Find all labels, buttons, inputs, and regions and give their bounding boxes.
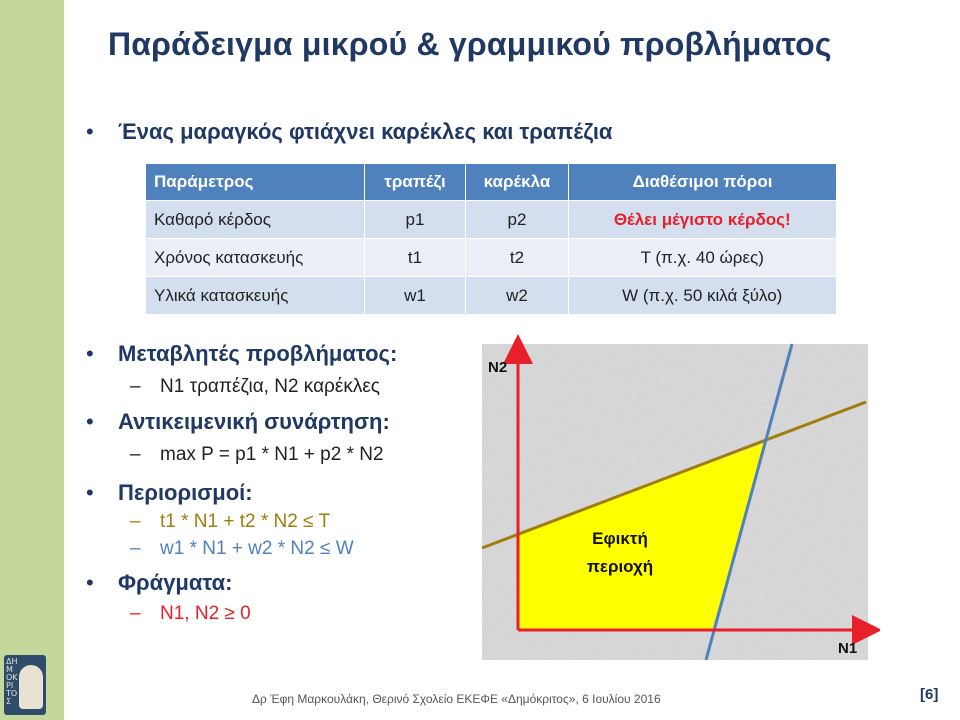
intro-text: Ένας μαραγκός φτιάχνει καρέκλες και τραπέζια: [118, 119, 613, 144]
table-cell: w2: [466, 277, 569, 315]
section-heading-variables: Μεταβλητές προβλήματος:: [118, 341, 398, 366]
table-cell: Χρόνος κατασκευής: [146, 239, 365, 277]
table-cell: Τ (π.χ. 40 ώρες): [569, 239, 837, 277]
table-row: [146, 277, 836, 315]
region-label-line1: Εφικτή: [592, 529, 648, 548]
slide-title: Παράδειγμα μικρού & γραμμικού προβλήματος: [108, 26, 832, 62]
page-number: [6]: [920, 686, 939, 703]
variables-item: Ν1 τραπέζια, Ν2 καρέκλες: [160, 376, 380, 397]
table-row: [146, 239, 836, 277]
bounds-item: Ν1, Ν2 ≥ 0: [160, 603, 251, 624]
bullet-icon: •: [86, 119, 94, 144]
constraint-time: t1 * N1 + t2 * N2 ≤ T: [160, 511, 331, 532]
table-header-cell: Παράμετρος: [146, 164, 365, 201]
table-header-row: [146, 164, 836, 201]
left-sidebar-band: [0, 0, 64, 720]
table-cell: t1: [365, 239, 466, 277]
table-cell: Υλικά κατασκευής: [146, 277, 365, 315]
dash-icon: –: [130, 444, 141, 465]
table-cell: t2: [466, 239, 569, 277]
dash-icon: –: [130, 603, 141, 624]
section-heading-constraints: Περιορισμοί:: [118, 480, 253, 505]
table-cell: w1: [365, 277, 466, 315]
logo-lettering: ΔΗΜΟΚΡΙΤΟΣ: [6, 657, 18, 706]
objective-item: max P = p1 * N1 + p2 * N2: [160, 444, 384, 465]
table-header-cell: Διαθέσιμοι πόροι: [569, 164, 837, 201]
region-label-line2: περιοχή: [586, 557, 654, 576]
bullet-icon: •: [86, 341, 94, 366]
bullet-icon: •: [86, 570, 94, 595]
x-axis-label: N1: [838, 640, 858, 657]
parameters-table: [146, 164, 837, 314]
dash-icon: –: [130, 511, 141, 532]
table-cell: p1: [365, 201, 466, 239]
bullet-icon: •: [86, 480, 94, 505]
feasible-region-plot: [480, 330, 880, 660]
slide-footer: Δρ Έφη Μαρκουλάκη, Θερινό Σχολείο ΕΚΕΦΕ «Δημόκριτος», 6 Ιουλίου 2016: [252, 692, 661, 706]
logo-bust-image: [19, 665, 43, 709]
section-heading-objective: Αντικειμενική συνάρτηση:: [118, 409, 390, 434]
constraint-wood: w1 * N1 + w2 * N2 ≤ W: [160, 538, 354, 559]
table-row: [146, 201, 836, 239]
demokritos-logo: [4, 655, 46, 715]
table-cell: p2: [466, 201, 569, 239]
table-cell-highlight: Θέλει μέγιστο κέρδος!: [569, 201, 837, 239]
y-axis-label: N2: [488, 359, 508, 376]
table-header-cell: τραπέζι: [365, 164, 466, 201]
bullet-icon: •: [86, 409, 94, 434]
table-cell: Καθαρό κέρδος: [146, 201, 365, 239]
table-header-cell: καρέκλα: [466, 164, 569, 201]
dash-icon: –: [130, 538, 141, 559]
dash-icon: –: [130, 376, 141, 397]
table-cell: W (π.χ. 50 κιλά ξύλο): [569, 277, 837, 315]
section-heading-bounds: Φράγματα:: [118, 570, 233, 595]
